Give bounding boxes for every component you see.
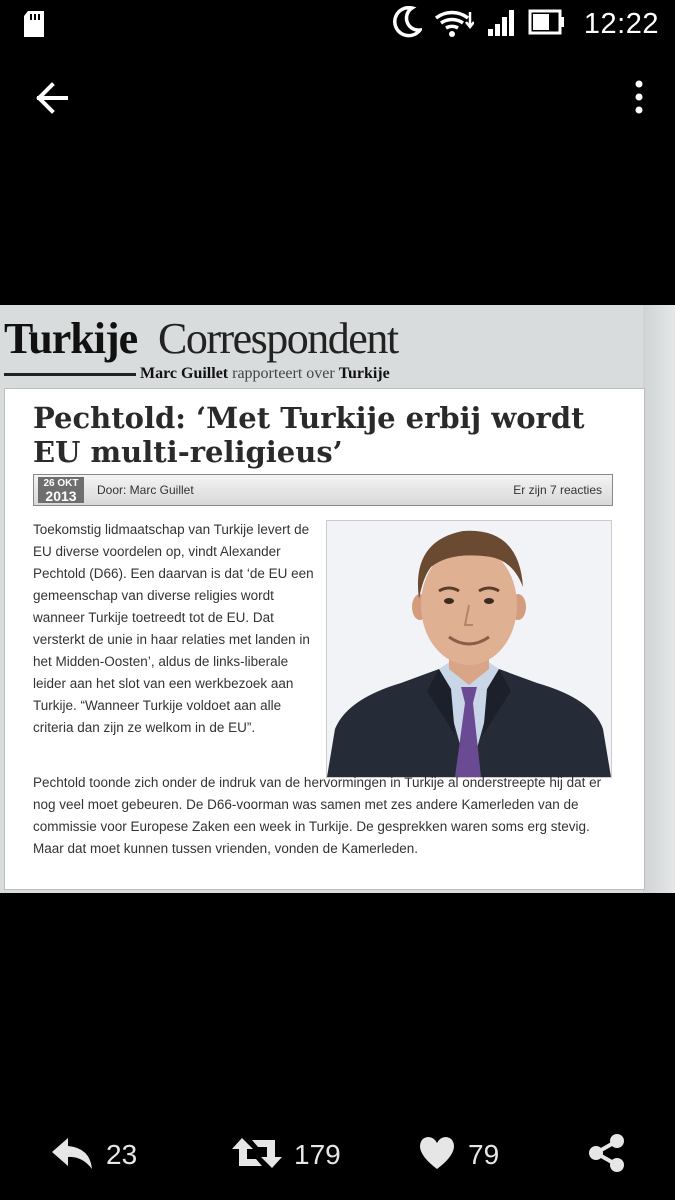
reply-button[interactable] <box>50 1125 137 1185</box>
article-meta-bar <box>33 474 613 506</box>
like-count: 79 <box>468 1139 500 1170</box>
masthead-author: Marc Guillet <box>140 365 229 382</box>
reply-count: 23 <box>106 1139 138 1170</box>
share-icon <box>587 1133 627 1178</box>
masthead-subtitle <box>140 365 390 383</box>
app-bar <box>0 60 675 136</box>
moon-icon <box>392 6 422 43</box>
battery-icon <box>528 8 566 41</box>
retweet-count: 179 <box>294 1139 341 1170</box>
article-paragraph-1: Toekomstig lidmaatschap van Turkije levert de EU diverse voordelen op, vindt Alexander Pechtold (D66). Een daarvan is dat ‘de EU een gemeenschap van diverse religies wordt wanneer Turkije toetreedt tot de EU. Dat versterkt de unie in haar relaties met landen in het Midden-Oosten’, aldus de links-liberale leider aan het slot van een werkbezoek aan Turkije. “Wanneer Turkije voldoet aan alle criteria dan zijn ze welkom in de EU”. <box>33 522 314 735</box>
article-paragraph-2: Pechtold toonde zich onder de indruk van de hervormingen in Turkije al onderstreepte hij dat er nog veel moet gebeuren. De D66-voorman was samen met zes andere Kamerleden van de commissie voor Europese Zaken een week in Turkije. De gesprekken waren soms erg stevig. Maar dat moet kunnen tussen vrienden, vonden de Kamerleden. <box>33 775 602 856</box>
clock: 12:22 <box>583 7 659 40</box>
background-strip <box>643 305 675 893</box>
date-year: 2013 <box>45 488 77 504</box>
masthead <box>0 313 420 383</box>
like-button[interactable] <box>418 1125 499 1185</box>
date-day: 26 OKT <box>43 478 79 489</box>
article-image[interactable] <box>0 305 675 893</box>
share-button[interactable] <box>587 1125 627 1185</box>
masthead-title-part2: Correspondent <box>158 314 398 363</box>
retweet-icon <box>232 1136 282 1175</box>
heart-icon <box>418 1136 456 1175</box>
reply-icon <box>50 1135 94 1176</box>
status-bar <box>0 0 675 48</box>
back-button[interactable] <box>30 78 78 118</box>
article-author: Door: Marc Guillet <box>97 483 194 497</box>
date-badge <box>38 477 84 503</box>
tweet-action-bar <box>0 1125 675 1185</box>
article-headline: Pechtold: ‘Met Turkije erbij wordt EU multi-religieus’ <box>33 401 585 469</box>
sd-card-icon <box>22 10 46 43</box>
comments-count[interactable]: Er zijn 7 reacties <box>513 483 602 497</box>
more-vert-icon <box>629 78 649 118</box>
masthead-topic: Turkije <box>338 365 390 382</box>
masthead-rule <box>4 373 136 376</box>
retweet-button[interactable] <box>232 1125 341 1185</box>
portrait-photo <box>326 520 612 778</box>
signal-icon <box>486 7 516 42</box>
more-options-button[interactable] <box>629 78 649 118</box>
masthead-sub-middle: rapporteert over <box>228 365 339 382</box>
wifi-icon <box>434 6 474 43</box>
masthead-title-part1: Turkije <box>4 314 138 363</box>
article-card <box>4 388 645 890</box>
arrow-left-icon <box>30 78 78 118</box>
